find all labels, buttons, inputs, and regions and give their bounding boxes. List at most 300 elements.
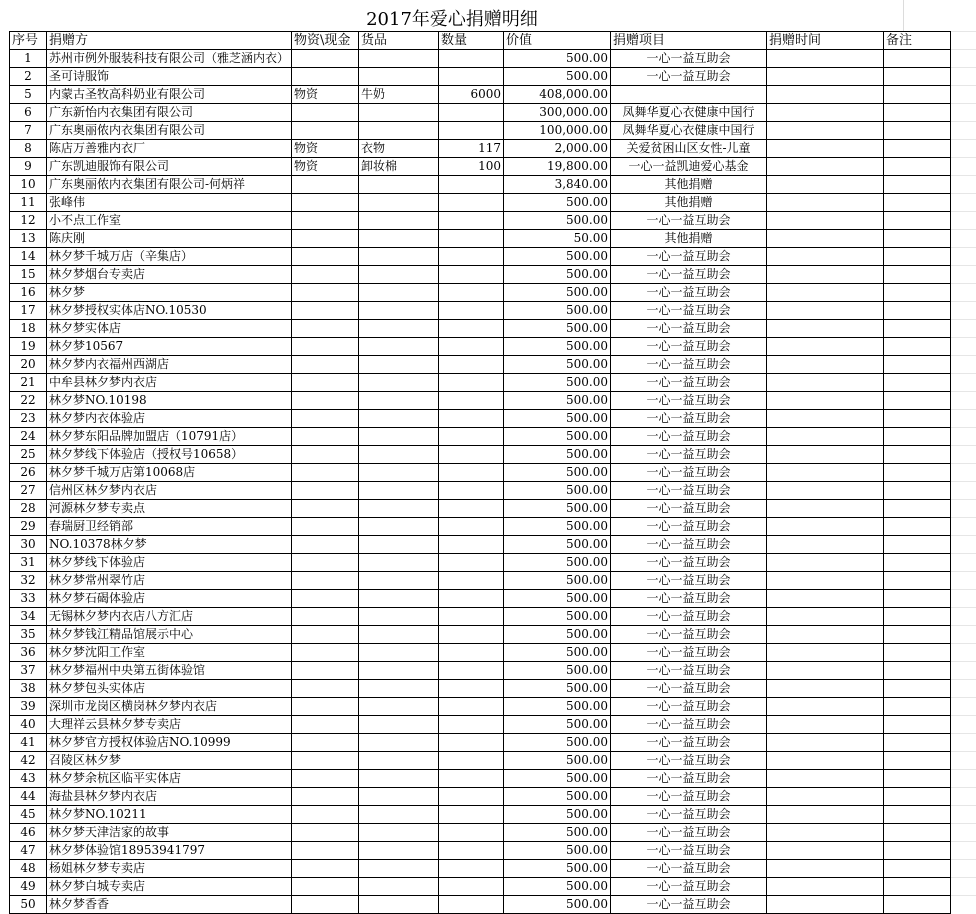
cell-type[interactable] — [292, 842, 359, 860]
cell-quantity[interactable] — [439, 356, 504, 374]
cell-notes[interactable] — [884, 266, 951, 284]
cell-date[interactable] — [767, 518, 884, 536]
cell-quantity[interactable] — [439, 590, 504, 608]
cell-index[interactable]: 42 — [10, 752, 47, 770]
cell-project[interactable]: 一心一益互助会 — [611, 626, 767, 644]
cell-index[interactable]: 24 — [10, 428, 47, 446]
cell-notes[interactable] — [884, 500, 951, 518]
cell-notes[interactable] — [884, 590, 951, 608]
cell-project[interactable]: 一心一益互助会 — [611, 752, 767, 770]
cell-quantity[interactable] — [439, 860, 504, 878]
cell-quantity[interactable] — [439, 266, 504, 284]
cell-quantity[interactable] — [439, 554, 504, 572]
cell-value[interactable]: 3,840.00 — [504, 176, 611, 194]
cell-project[interactable]: 一心一益互助会 — [611, 50, 767, 68]
cell-goods[interactable] — [359, 428, 439, 446]
cell-date[interactable] — [767, 464, 884, 482]
cell-notes[interactable] — [884, 572, 951, 590]
cell-goods[interactable] — [359, 680, 439, 698]
cell-date[interactable] — [767, 248, 884, 266]
cell-index[interactable]: 17 — [10, 302, 47, 320]
cell-goods[interactable] — [359, 734, 439, 752]
cell-notes[interactable] — [884, 248, 951, 266]
cell-donor[interactable]: 海盐县林夕梦内衣店 — [47, 788, 292, 806]
cell-donor[interactable]: 苏州市例外服装科技有限公司（雅芝涵内衣） — [47, 50, 292, 68]
cell-quantity[interactable] — [439, 626, 504, 644]
cell-notes[interactable] — [884, 464, 951, 482]
cell-quantity[interactable] — [439, 212, 504, 230]
cell-project[interactable]: 其他捐赠 — [611, 230, 767, 248]
cell-date[interactable] — [767, 320, 884, 338]
cell-value[interactable]: 500.00 — [504, 536, 611, 554]
cell-goods[interactable] — [359, 536, 439, 554]
cell-value[interactable]: 500.00 — [504, 500, 611, 518]
cell-type[interactable] — [292, 122, 359, 140]
cell-donor[interactable]: 圣可诗服饰 — [47, 68, 292, 86]
cell-donor[interactable]: 林夕梦内衣福州西湖店 — [47, 356, 292, 374]
cell-value[interactable]: 500.00 — [504, 302, 611, 320]
cell-date[interactable] — [767, 392, 884, 410]
cell-index[interactable]: 19 — [10, 338, 47, 356]
cell-goods[interactable] — [359, 338, 439, 356]
cell-date[interactable] — [767, 824, 884, 842]
cell-goods[interactable] — [359, 572, 439, 590]
cell-value[interactable]: 500.00 — [504, 446, 611, 464]
cell-notes[interactable] — [884, 86, 951, 104]
cell-donor[interactable]: 林夕梦余杭区临平实体店 — [47, 770, 292, 788]
header-cell-donor[interactable]: 捐赠方 — [47, 32, 292, 50]
cell-type[interactable] — [292, 824, 359, 842]
cell-type[interactable] — [292, 374, 359, 392]
cell-notes[interactable] — [884, 392, 951, 410]
cell-project[interactable]: 关爱贫困山区女性-儿童 — [611, 140, 767, 158]
cell-date[interactable] — [767, 608, 884, 626]
cell-goods[interactable] — [359, 230, 439, 248]
cell-date[interactable] — [767, 698, 884, 716]
cell-goods[interactable] — [359, 284, 439, 302]
cell-index[interactable]: 22 — [10, 392, 47, 410]
cell-donor[interactable]: 林夕梦钱江精品馆展示中心 — [47, 626, 292, 644]
cell-quantity[interactable] — [439, 50, 504, 68]
cell-goods[interactable] — [359, 68, 439, 86]
cell-donor[interactable]: 林夕梦石碣体验店 — [47, 590, 292, 608]
cell-donor[interactable]: 召陵区林夕梦 — [47, 752, 292, 770]
cell-donor[interactable]: 深圳市龙岗区横岗林夕梦内衣店 — [47, 698, 292, 716]
cell-project[interactable]: 一心一益互助会 — [611, 500, 767, 518]
cell-goods[interactable] — [359, 842, 439, 860]
cell-value[interactable]: 500.00 — [504, 374, 611, 392]
header-cell-index[interactable]: 序号 — [10, 32, 47, 50]
cell-notes[interactable] — [884, 662, 951, 680]
cell-donor[interactable]: 林夕梦福州中央第五街体验馆 — [47, 662, 292, 680]
cell-donor[interactable]: 杨姐林夕梦专卖店 — [47, 860, 292, 878]
cell-value[interactable]: 500.00 — [504, 842, 611, 860]
cell-notes[interactable] — [884, 104, 951, 122]
cell-quantity[interactable] — [439, 896, 504, 914]
cell-quantity[interactable] — [439, 734, 504, 752]
cell-project[interactable]: 一心一益互助会 — [611, 518, 767, 536]
cell-date[interactable] — [767, 590, 884, 608]
cell-donor[interactable]: 大理祥云县林夕梦专卖店 — [47, 716, 292, 734]
cell-quantity[interactable]: 100 — [439, 158, 504, 176]
cell-index[interactable]: 47 — [10, 842, 47, 860]
cell-value[interactable]: 408,000.00 — [504, 86, 611, 104]
cell-quantity[interactable] — [439, 320, 504, 338]
cell-notes[interactable] — [884, 446, 951, 464]
cell-notes[interactable] — [884, 230, 951, 248]
cell-quantity[interactable] — [439, 428, 504, 446]
cell-project[interactable]: 一心一益互助会 — [611, 572, 767, 590]
cell-goods[interactable] — [359, 590, 439, 608]
cell-goods[interactable] — [359, 788, 439, 806]
cell-index[interactable]: 30 — [10, 536, 47, 554]
cell-date[interactable] — [767, 284, 884, 302]
cell-value[interactable]: 500.00 — [504, 284, 611, 302]
cell-date[interactable] — [767, 572, 884, 590]
cell-quantity[interactable] — [439, 572, 504, 590]
cell-value[interactable]: 500.00 — [504, 482, 611, 500]
cell-goods[interactable] — [359, 410, 439, 428]
cell-quantity[interactable] — [439, 842, 504, 860]
cell-index[interactable]: 27 — [10, 482, 47, 500]
cell-type[interactable]: 物资 — [292, 140, 359, 158]
cell-date[interactable] — [767, 626, 884, 644]
cell-quantity[interactable] — [439, 302, 504, 320]
cell-date[interactable] — [767, 878, 884, 896]
cell-quantity[interactable] — [439, 104, 504, 122]
cell-goods[interactable] — [359, 770, 439, 788]
cell-project[interactable] — [611, 86, 767, 104]
cell-quantity[interactable] — [439, 500, 504, 518]
cell-type[interactable] — [292, 284, 359, 302]
cell-index[interactable]: 13 — [10, 230, 47, 248]
cell-quantity[interactable] — [439, 230, 504, 248]
cell-project[interactable]: 其他捐赠 — [611, 176, 767, 194]
cell-quantity[interactable] — [439, 680, 504, 698]
cell-notes[interactable] — [884, 734, 951, 752]
cell-project[interactable]: 一心一益互助会 — [611, 428, 767, 446]
cell-quantity[interactable] — [439, 518, 504, 536]
cell-index[interactable]: 12 — [10, 212, 47, 230]
cell-type[interactable] — [292, 428, 359, 446]
cell-notes[interactable] — [884, 716, 951, 734]
cell-donor[interactable]: 陈庆刚 — [47, 230, 292, 248]
cell-type[interactable] — [292, 482, 359, 500]
cell-goods[interactable] — [359, 878, 439, 896]
cell-quantity[interactable] — [439, 176, 504, 194]
cell-notes[interactable] — [884, 752, 951, 770]
cell-notes[interactable] — [884, 878, 951, 896]
cell-date[interactable] — [767, 536, 884, 554]
cell-date[interactable] — [767, 860, 884, 878]
cell-project[interactable]: 一心一益互助会 — [611, 374, 767, 392]
cell-type[interactable] — [292, 896, 359, 914]
cell-value[interactable]: 500.00 — [504, 50, 611, 68]
cell-date[interactable] — [767, 806, 884, 824]
cell-type[interactable] — [292, 716, 359, 734]
cell-index[interactable]: 37 — [10, 662, 47, 680]
cell-project[interactable]: 一心一益互助会 — [611, 734, 767, 752]
cell-donor[interactable]: 林夕梦 — [47, 284, 292, 302]
cell-notes[interactable] — [884, 356, 951, 374]
cell-type[interactable] — [292, 572, 359, 590]
cell-donor[interactable]: 中牟县林夕梦内衣店 — [47, 374, 292, 392]
cell-type[interactable] — [292, 770, 359, 788]
cell-goods[interactable] — [359, 446, 439, 464]
cell-date[interactable] — [767, 410, 884, 428]
cell-date[interactable] — [767, 734, 884, 752]
cell-notes[interactable] — [884, 806, 951, 824]
cell-donor[interactable]: 林夕梦线下体验店（授权号10658） — [47, 446, 292, 464]
cell-index[interactable]: 25 — [10, 446, 47, 464]
cell-project[interactable]: 一心一益互助会 — [611, 896, 767, 914]
cell-index[interactable]: 41 — [10, 734, 47, 752]
cell-date[interactable] — [767, 194, 884, 212]
cell-notes[interactable] — [884, 140, 951, 158]
cell-quantity[interactable] — [439, 374, 504, 392]
cell-donor[interactable]: 林夕梦线下体验店 — [47, 554, 292, 572]
cell-index[interactable]: 2 — [10, 68, 47, 86]
header-cell-date[interactable]: 捐赠时间 — [767, 32, 884, 50]
cell-quantity[interactable] — [439, 194, 504, 212]
cell-notes[interactable] — [884, 824, 951, 842]
cell-donor[interactable]: 林夕梦千城万店第10068店 — [47, 464, 292, 482]
cell-type[interactable] — [292, 50, 359, 68]
cell-value[interactable]: 500.00 — [504, 860, 611, 878]
cell-project[interactable]: 一心一益互助会 — [611, 446, 767, 464]
cell-goods[interactable] — [359, 122, 439, 140]
cell-date[interactable] — [767, 302, 884, 320]
cell-date[interactable] — [767, 554, 884, 572]
cell-date[interactable] — [767, 86, 884, 104]
cell-type[interactable]: 物资 — [292, 158, 359, 176]
cell-donor[interactable]: 林夕梦体验馆18953941797 — [47, 842, 292, 860]
cell-notes[interactable] — [884, 536, 951, 554]
cell-index[interactable]: 34 — [10, 608, 47, 626]
cell-notes[interactable] — [884, 68, 951, 86]
cell-donor[interactable]: 张峰伟 — [47, 194, 292, 212]
cell-date[interactable] — [767, 428, 884, 446]
cell-project[interactable]: 一心一益互助会 — [611, 482, 767, 500]
cell-goods[interactable] — [359, 212, 439, 230]
cell-donor[interactable]: 林夕梦官方授权体验店NO.10999 — [47, 734, 292, 752]
cell-type[interactable] — [292, 806, 359, 824]
cell-type[interactable] — [292, 554, 359, 572]
cell-donor[interactable]: 林夕梦天津洁家的故事 — [47, 824, 292, 842]
cell-notes[interactable] — [884, 158, 951, 176]
cell-date[interactable] — [767, 212, 884, 230]
cell-type[interactable] — [292, 536, 359, 554]
cell-goods[interactable] — [359, 50, 439, 68]
cell-goods[interactable] — [359, 518, 439, 536]
cell-goods[interactable] — [359, 356, 439, 374]
cell-notes[interactable] — [884, 320, 951, 338]
cell-index[interactable]: 6 — [10, 104, 47, 122]
header-cell-type[interactable]: 物资\现金 — [292, 32, 359, 50]
cell-project[interactable]: 一心一益互助会 — [611, 302, 767, 320]
cell-notes[interactable] — [884, 122, 951, 140]
cell-index[interactable]: 21 — [10, 374, 47, 392]
cell-date[interactable] — [767, 680, 884, 698]
cell-project[interactable]: 一心一益互助会 — [611, 806, 767, 824]
cell-value[interactable]: 500.00 — [504, 824, 611, 842]
cell-notes[interactable] — [884, 338, 951, 356]
cell-quantity[interactable]: 117 — [439, 140, 504, 158]
cell-donor[interactable]: 林夕梦沈阳工作室 — [47, 644, 292, 662]
cell-value[interactable]: 500.00 — [504, 464, 611, 482]
cell-goods[interactable] — [359, 626, 439, 644]
cell-index[interactable]: 8 — [10, 140, 47, 158]
cell-project[interactable]: 一心一益互助会 — [611, 392, 767, 410]
cell-index[interactable]: 10 — [10, 176, 47, 194]
cell-date[interactable] — [767, 752, 884, 770]
cell-index[interactable]: 39 — [10, 698, 47, 716]
cell-date[interactable] — [767, 500, 884, 518]
cell-value[interactable]: 500.00 — [504, 752, 611, 770]
cell-type[interactable] — [292, 338, 359, 356]
cell-project[interactable]: 一心一益互助会 — [611, 662, 767, 680]
cell-notes[interactable] — [884, 410, 951, 428]
cell-project[interactable]: 一心一益互助会 — [611, 842, 767, 860]
cell-type[interactable] — [292, 590, 359, 608]
cell-index[interactable]: 11 — [10, 194, 47, 212]
cell-notes[interactable] — [884, 176, 951, 194]
cell-goods[interactable] — [359, 644, 439, 662]
cell-notes[interactable] — [884, 788, 951, 806]
cell-goods[interactable] — [359, 662, 439, 680]
cell-date[interactable] — [767, 896, 884, 914]
cell-value[interactable]: 500.00 — [504, 338, 611, 356]
cell-goods[interactable] — [359, 248, 439, 266]
cell-notes[interactable] — [884, 626, 951, 644]
cell-type[interactable]: 物资 — [292, 86, 359, 104]
cell-type[interactable] — [292, 410, 359, 428]
cell-goods[interactable] — [359, 500, 439, 518]
cell-value[interactable]: 500.00 — [504, 194, 611, 212]
cell-index[interactable]: 9 — [10, 158, 47, 176]
cell-donor[interactable]: 林夕梦香香 — [47, 896, 292, 914]
cell-date[interactable] — [767, 104, 884, 122]
cell-date[interactable] — [767, 788, 884, 806]
cell-date[interactable] — [767, 662, 884, 680]
cell-index[interactable]: 35 — [10, 626, 47, 644]
cell-type[interactable] — [292, 446, 359, 464]
cell-value[interactable]: 100,000.00 — [504, 122, 611, 140]
cell-project[interactable]: 一心一益互助会 — [611, 68, 767, 86]
cell-goods[interactable] — [359, 896, 439, 914]
cell-project[interactable]: 一心一益互助会 — [611, 770, 767, 788]
cell-value[interactable]: 500.00 — [504, 410, 611, 428]
cell-date[interactable] — [767, 68, 884, 86]
cell-type[interactable] — [292, 266, 359, 284]
cell-quantity[interactable] — [439, 284, 504, 302]
cell-index[interactable]: 38 — [10, 680, 47, 698]
cell-notes[interactable] — [884, 770, 951, 788]
cell-project[interactable]: 一心一益互助会 — [611, 590, 767, 608]
cell-type[interactable] — [292, 212, 359, 230]
cell-value[interactable]: 500.00 — [504, 356, 611, 374]
cell-donor[interactable]: 林夕梦常州翠竹店 — [47, 572, 292, 590]
cell-value[interactable]: 500.00 — [504, 590, 611, 608]
cell-notes[interactable] — [884, 374, 951, 392]
cell-notes[interactable] — [884, 608, 951, 626]
cell-quantity[interactable] — [439, 788, 504, 806]
cell-donor[interactable]: 河源林夕梦专卖点 — [47, 500, 292, 518]
cell-value[interactable]: 500.00 — [504, 662, 611, 680]
cell-donor[interactable]: 林夕梦实体店 — [47, 320, 292, 338]
cell-index[interactable]: 26 — [10, 464, 47, 482]
cell-donor[interactable]: 广东奥丽侬内衣集团有限公司-何炳祥 — [47, 176, 292, 194]
cell-donor[interactable]: 无锡林夕梦内衣店八方汇店 — [47, 608, 292, 626]
cell-project[interactable]: 其他捐赠 — [611, 194, 767, 212]
cell-goods[interactable] — [359, 320, 439, 338]
cell-quantity[interactable] — [439, 752, 504, 770]
cell-value[interactable]: 500.00 — [504, 68, 611, 86]
cell-donor[interactable]: 广东奥丽侬内衣集团有限公司 — [47, 122, 292, 140]
cell-value[interactable]: 500.00 — [504, 518, 611, 536]
cell-type[interactable] — [292, 176, 359, 194]
cell-type[interactable] — [292, 356, 359, 374]
cell-donor[interactable]: 林夕梦东阳品牌加盟店（10791店） — [47, 428, 292, 446]
cell-date[interactable] — [767, 644, 884, 662]
cell-donor[interactable]: 林夕梦NO.10211 — [47, 806, 292, 824]
cell-notes[interactable] — [884, 482, 951, 500]
cell-donor[interactable]: 林夕梦10567 — [47, 338, 292, 356]
cell-value[interactable]: 500.00 — [504, 716, 611, 734]
cell-project[interactable]: 一心一益互助会 — [611, 212, 767, 230]
cell-type[interactable] — [292, 302, 359, 320]
cell-goods[interactable] — [359, 716, 439, 734]
cell-date[interactable] — [767, 140, 884, 158]
cell-project[interactable]: 一心一益互助会 — [611, 860, 767, 878]
cell-date[interactable] — [767, 716, 884, 734]
cell-notes[interactable] — [884, 860, 951, 878]
cell-index[interactable]: 31 — [10, 554, 47, 572]
cell-project[interactable]: 一心一益凯迪爱心基金 — [611, 158, 767, 176]
cell-donor[interactable]: 林夕梦包头实体店 — [47, 680, 292, 698]
cell-index[interactable]: 36 — [10, 644, 47, 662]
cell-quantity[interactable] — [439, 464, 504, 482]
cell-project[interactable]: 一心一益互助会 — [611, 536, 767, 554]
cell-project[interactable]: 一心一益互助会 — [611, 680, 767, 698]
cell-type[interactable] — [292, 752, 359, 770]
cell-project[interactable]: 一心一益互助会 — [611, 716, 767, 734]
cell-project[interactable]: 一心一益互助会 — [611, 320, 767, 338]
cell-quantity[interactable] — [439, 770, 504, 788]
cell-notes[interactable] — [884, 644, 951, 662]
cell-value[interactable]: 500.00 — [504, 608, 611, 626]
cell-donor[interactable]: 陈店万善雅内衣厂 — [47, 140, 292, 158]
cell-type[interactable] — [292, 680, 359, 698]
cell-notes[interactable] — [884, 428, 951, 446]
cell-value[interactable]: 50.00 — [504, 230, 611, 248]
cell-quantity[interactable] — [439, 608, 504, 626]
cell-goods[interactable] — [359, 374, 439, 392]
cell-quantity[interactable] — [439, 878, 504, 896]
cell-index[interactable]: 15 — [10, 266, 47, 284]
cell-notes[interactable] — [884, 518, 951, 536]
cell-value[interactable]: 500.00 — [504, 572, 611, 590]
cell-date[interactable] — [767, 446, 884, 464]
cell-notes[interactable] — [884, 680, 951, 698]
cell-type[interactable] — [292, 500, 359, 518]
cell-value[interactable]: 300,000.00 — [504, 104, 611, 122]
cell-notes[interactable] — [884, 842, 951, 860]
cell-donor[interactable]: 小不点工作室 — [47, 212, 292, 230]
cell-index[interactable]: 29 — [10, 518, 47, 536]
cell-index[interactable]: 23 — [10, 410, 47, 428]
cell-date[interactable] — [767, 356, 884, 374]
